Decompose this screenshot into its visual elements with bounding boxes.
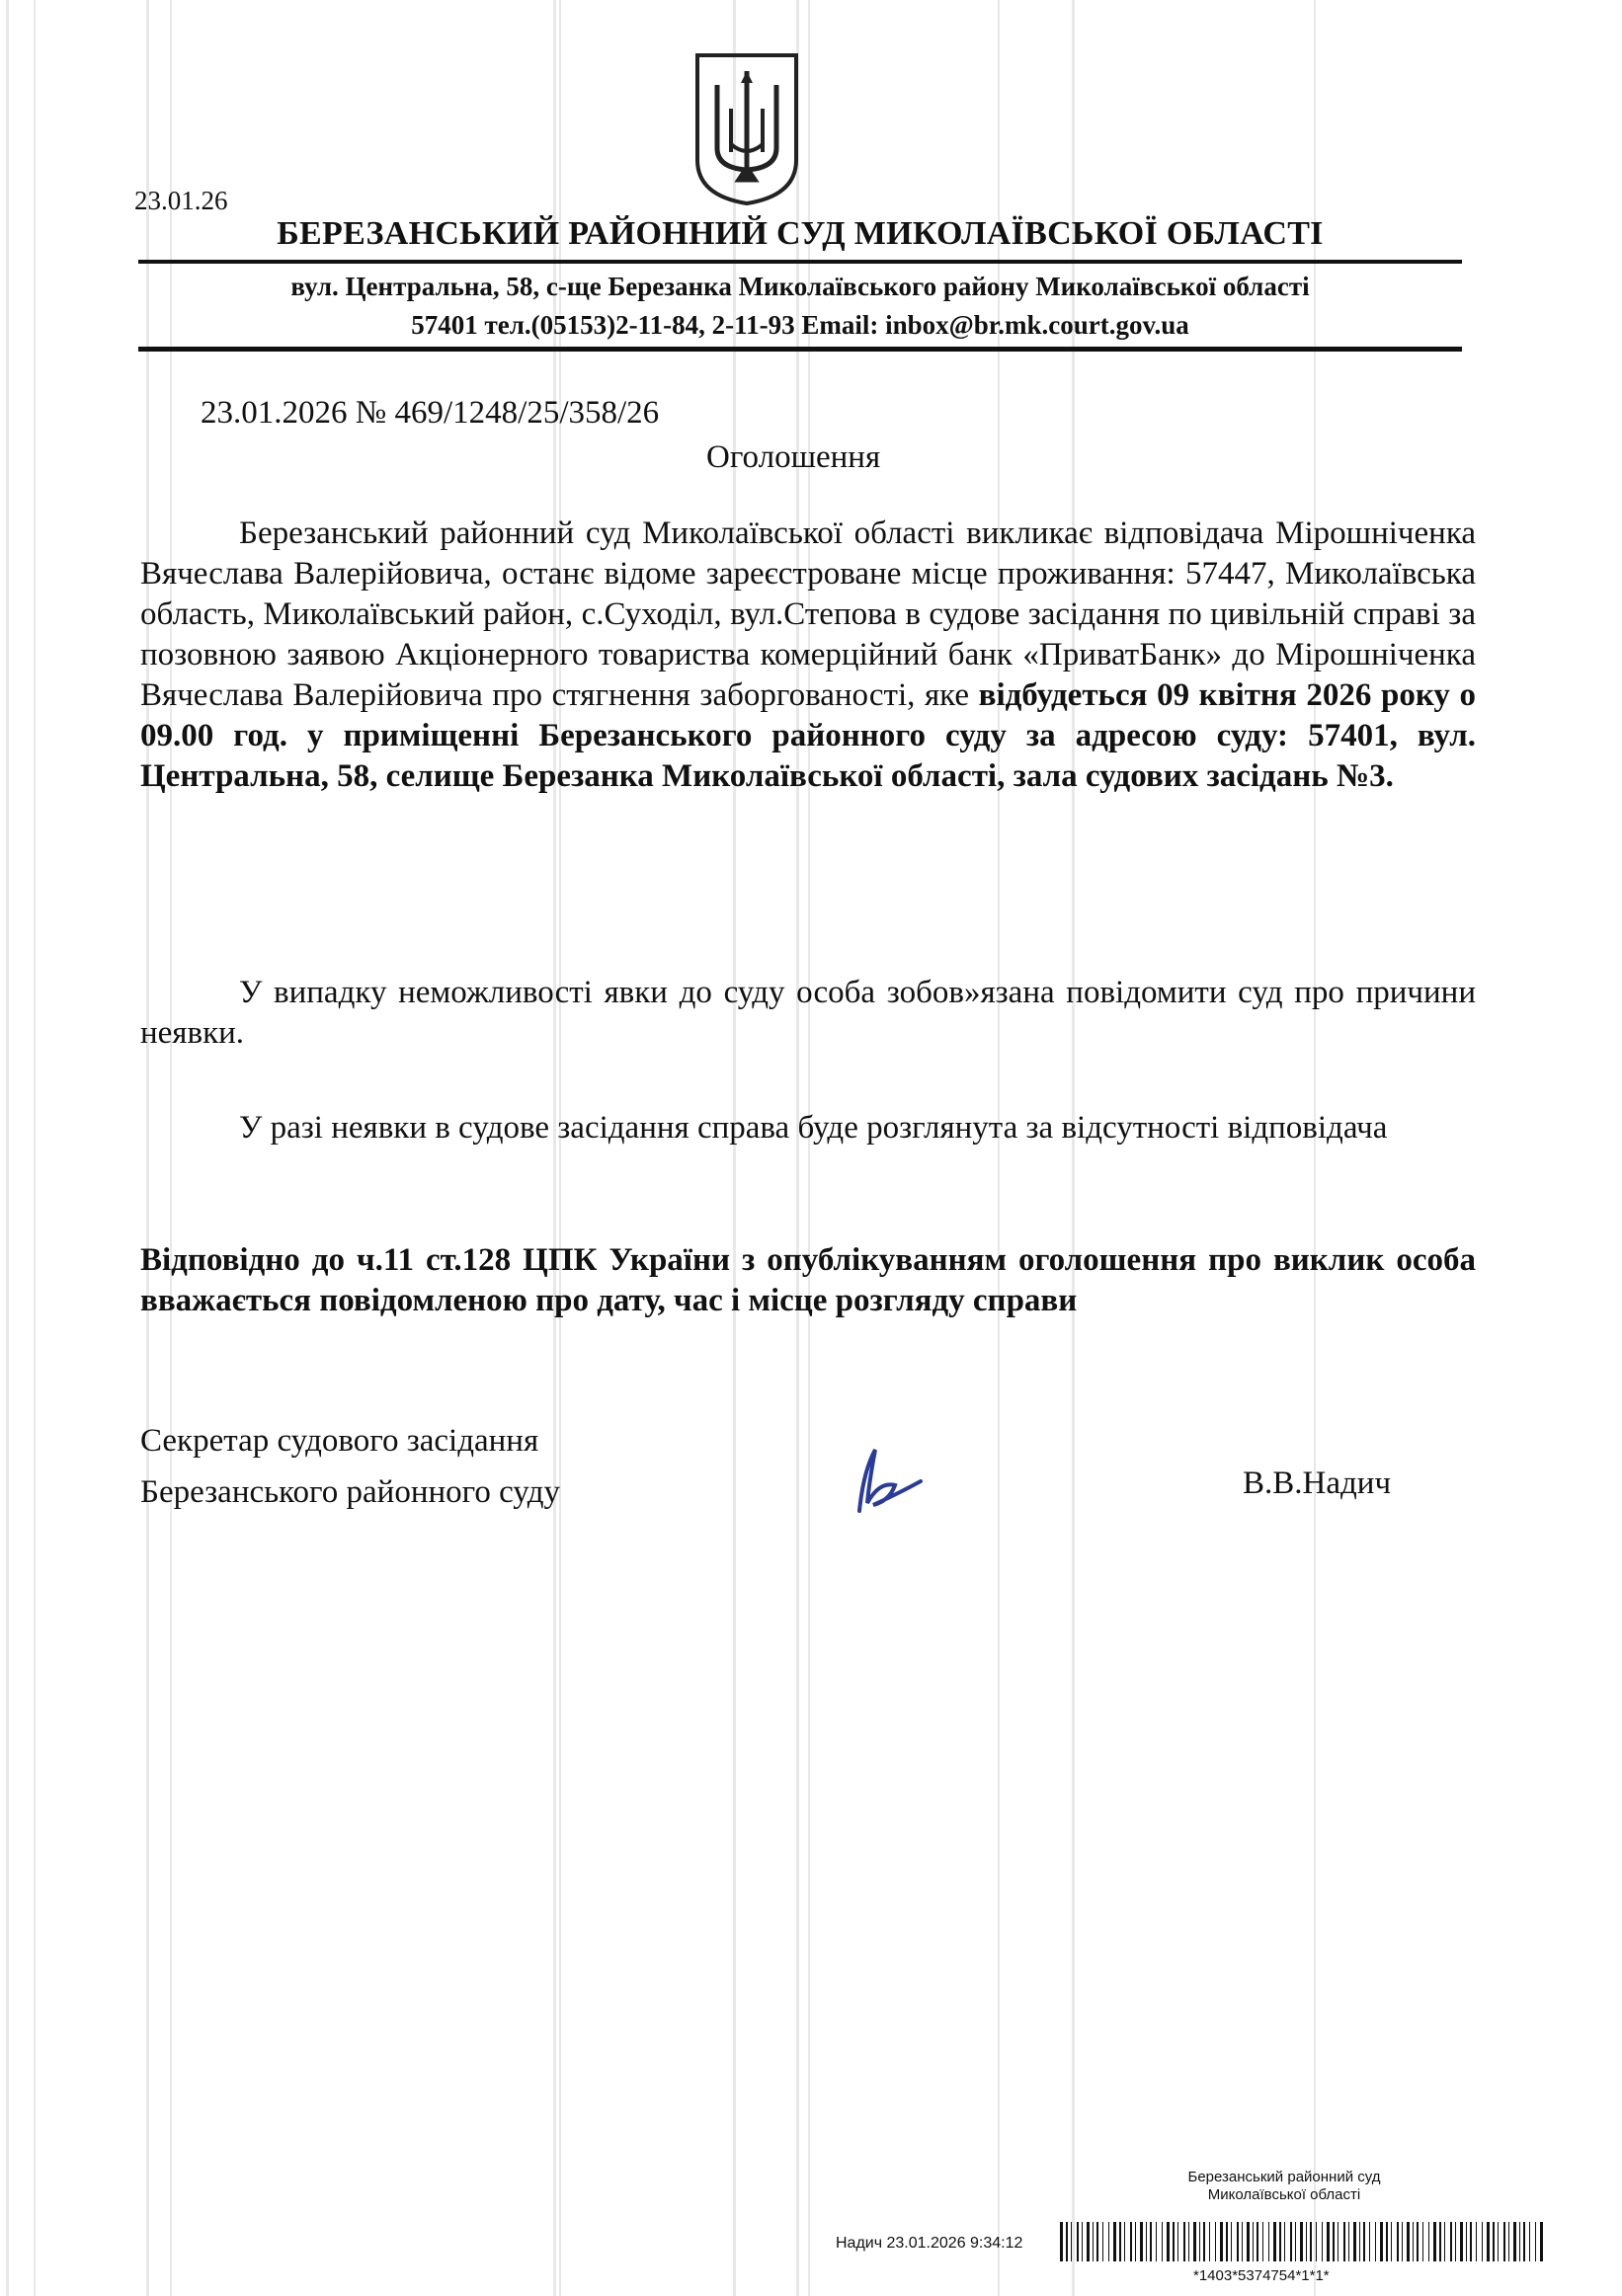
barcode-bar [1113,2222,1116,2261]
court-address-line1: вул. Центральна, 58, с-ще Березанка Миколаївського району Миколаївської області [290,272,1310,301]
barcode-bar [1146,2222,1147,2261]
barcode-bar [1150,2222,1152,2261]
barcode-bar [1135,2222,1136,2261]
barcode-bar [1455,2222,1456,2261]
barcode-bar [1343,2222,1345,2261]
barcode-bar [1156,2222,1157,2261]
barcode-bar [1167,2222,1170,2261]
barcode-bar [1290,2222,1292,2261]
paragraph-absence [140,973,1476,1054]
barcode-bar [1513,2222,1516,2261]
barcode [1060,2222,1544,2261]
court-address-line2: 57401 тел.(05153)2-11-84, 2-11-93 Email: inbox@br.mk.court.gov.ua [411,310,1189,340]
barcode-bar [1540,2222,1543,2261]
barcode-bar [1450,2222,1452,2261]
barcode-bar [1519,2222,1520,2261]
barcode-bar [1380,2222,1383,2261]
barcode-bar [1369,2222,1370,2261]
barcode-bar [1188,2222,1189,2261]
barcode-bar [1279,2222,1281,2261]
barcode-bar [1359,2222,1360,2261]
barcode-bar [1262,2222,1263,2261]
stamp-timestamp: Надич 23.01.2026 9:34:12 [836,2235,1023,2252]
signatory-role-line2: Березанського районного суду [140,1474,561,1510]
hearing-details: відбудеться 09 квітня 2026 року о 09.00 год. у приміщенні Березанського районного суду за адресою суду: 57401, вул. Центральна, 58, селище Березанка Миколаївської області, зала судових засідань №3. [140,677,1476,794]
barcode-bar [1498,2222,1499,2261]
stamp-code: *1403*5374754*1*1* [1193,2267,1330,2284]
barcode-bar [1124,2222,1125,2261]
barcode-bar [1247,2222,1250,2261]
barcode-bar [1071,2222,1072,2261]
barcode-bar [1316,2222,1317,2261]
barcode-bar [1209,2222,1210,2261]
coat-of-arms-icon [691,49,802,207]
header-rule-top [138,260,1462,264]
barcode-bar [1220,2222,1223,2261]
barcode-bar [1466,2222,1467,2261]
barcode-bar [1140,2222,1143,2261]
barcode-bar [1253,2222,1254,2261]
barcode-bar [1130,2222,1132,2261]
barcode-bar [1242,2222,1243,2261]
barcode-bar [1470,2222,1472,2261]
barcode-bar [1300,2222,1303,2261]
barcode-bar [1060,2222,1063,2261]
barcode-bar [1273,2222,1276,2261]
reference-line: 23.01.2026 № 469/1248/25/358/26 [201,395,660,431]
paragraph-notice-law: Відповідно до ч.11 ст.128 ЦПК України з опублікуванням оголошення про виклик особа вважається повідомленою про дату, час і місце розгляду справи [140,1242,1476,1318]
barcode-bar [1444,2222,1445,2261]
signature-mark [830,1442,929,1521]
barcode-bar [1237,2222,1239,2261]
barcode-bar [1077,2222,1079,2261]
barcode-bar [1413,2222,1414,2261]
barcode-bar [1284,2222,1285,2261]
barcode-bar [1173,2222,1175,2261]
scan-streak [34,0,36,2296]
barcode-bar [1460,2222,1463,2261]
barcode-bar [1439,2222,1441,2261]
barcode-bar [1433,2222,1436,2261]
barcode-bar [1529,2222,1530,2261]
barcode-bar [1333,2222,1335,2261]
header-date-mark: 23.01.26 [134,186,228,215]
summons-text: Березанський районний суд Миколаївської області викликає відповідача Мірошніченка Вячеслава Валерійовича, останє відоме зареєстроване місце проживання: 57447, Миколаївська область, Миколаївський район, с.Суходіл, вул.Степова в судове засідання по цивільній справі за позовною заявою Акціонерного товариства комерційний банк «ПриватБанк» до Мірошніченка Вячеслава Валерійовича про стягнення заборгованості, яке [140,515,1476,713]
court-name: БЕРЕЗАНСЬКИЙ РАЙОННИЙ СУД МИКОЛАЇВСЬКОЇ ОБЛАСТІ [277,215,1324,252]
barcode-bar [1348,2222,1349,2261]
barcode-bar [1407,2222,1410,2261]
barcode-bar [1417,2222,1419,2261]
barcode-bar [1422,2222,1423,2261]
barcode-bar [1487,2222,1490,2261]
absence-text: У випадку неможливості явки до суду особа зобов»язана повідомити суд про причини неявки. [140,975,1476,1051]
barcode-bar [1386,2222,1388,2261]
barcode-bar [1310,2222,1312,2261]
document-title: Оголошення [706,439,881,475]
default-text: У разі неявки в судове засідання справа буде розглянута за відсутності відповідача [239,1110,1388,1146]
barcode-bar [1193,2222,1196,2261]
barcode-bar [1428,2222,1429,2261]
barcode-bar [1087,2222,1090,2261]
signatory-role-line1: Секретар судового засідання [140,1423,539,1459]
barcode-bar [1183,2222,1185,2261]
barcode-bar [1231,2222,1232,2261]
registration-stamp-org [1146,2169,1422,2204]
paragraph-summons [140,514,1476,797]
barcode-bar [1093,2222,1094,2261]
barcode-bar [1203,2222,1205,2261]
barcode-bar [1257,2222,1258,2261]
barcode-bar [1177,2222,1178,2261]
barcode-bar [1066,2222,1068,2261]
barcode-bar [1102,2222,1103,2261]
stamp-org-line2: Миколаївської області [1207,2186,1361,2203]
barcode-bar [1096,2222,1098,2261]
barcode-bar [1397,2222,1399,2261]
barcode-bar [1375,2222,1376,2261]
stamp-org-line1: Березанський районний суд [1187,2169,1381,2185]
barcode-bar [1508,2222,1509,2261]
barcode-bar [1162,2222,1163,2261]
signatory-name: В.В.Надич [1243,1465,1392,1501]
barcode-bar [1082,2222,1083,2261]
barcode-bar [1353,2222,1356,2261]
barcode-bar [1108,2222,1109,2261]
barcode-bar [1295,2222,1296,2261]
barcode-bar [1482,2222,1483,2261]
barcode-bar [1363,2222,1365,2261]
paragraph-default [140,1108,1476,1148]
scan-streak [6,0,9,2296]
barcode-bar [1476,2222,1477,2261]
barcode-bar [1119,2222,1121,2261]
barcode-bar [1402,2222,1403,2261]
barcode-bar [1306,2222,1307,2261]
header-rule-bottom [138,347,1462,352]
barcode-bar [1535,2222,1536,2261]
barcode-bar [1226,2222,1228,2261]
barcode-bar [1493,2222,1495,2261]
barcode-bar [1391,2222,1392,2261]
signatory-role [140,1415,560,1518]
barcode-bar [1215,2222,1216,2261]
barcode-bar [1268,2222,1269,2261]
barcode-bar [1322,2222,1323,2261]
barcode-bar [1327,2222,1330,2261]
barcode-bar [1503,2222,1505,2261]
barcode-bar [1523,2222,1525,2261]
barcode-bar [1199,2222,1200,2261]
